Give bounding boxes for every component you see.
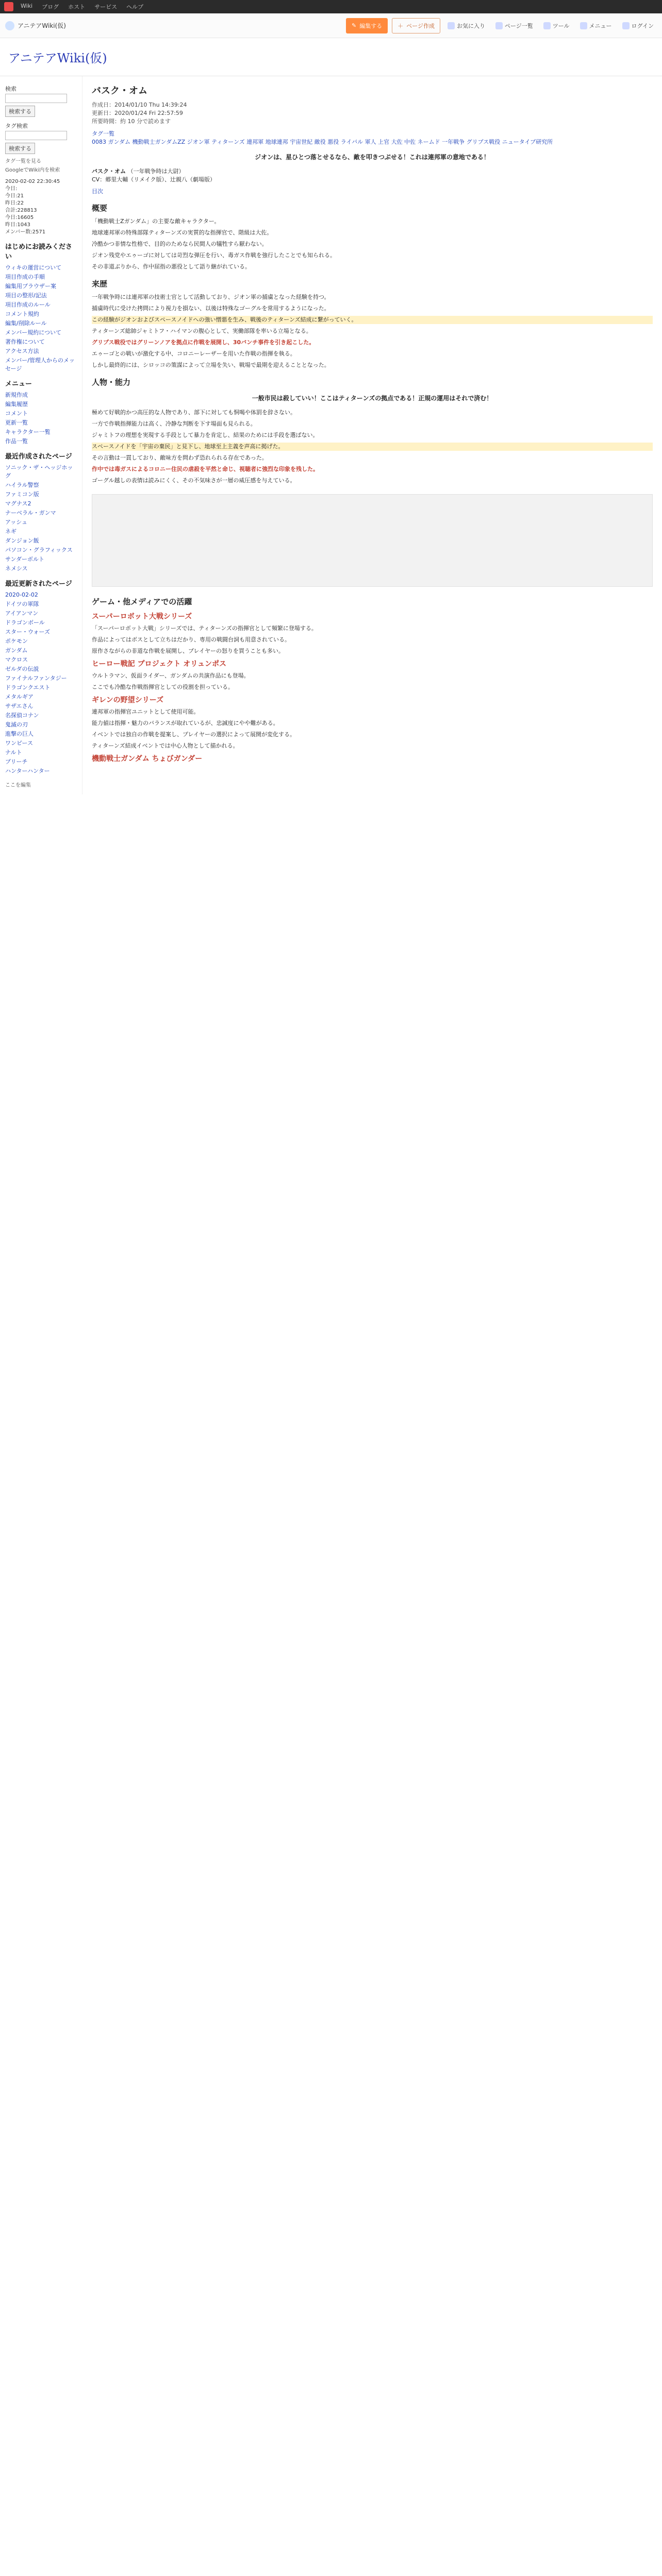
site-switch[interactable] (5, 21, 66, 30)
wrench-icon (543, 22, 551, 29)
paragraph: 一方で作戦指揮能力は高く、冷静な判断を下す場面も見られる。 (92, 420, 256, 427)
search-input[interactable] (5, 94, 67, 103)
sidebar-link[interactable]: ハンターハンター (5, 768, 50, 774)
tools-button[interactable] (540, 22, 573, 30)
sidebar-link[interactable]: アイアンマン (5, 610, 39, 617)
ad-slot[interactable] (92, 494, 653, 587)
sidebar-link[interactable]: ドラゴンクエスト (5, 684, 51, 691)
sidebar-link[interactable]: サンダーボルト (5, 556, 45, 563)
toc-link[interactable]: 目次 (92, 188, 103, 195)
sidebar-link[interactable]: ファイナルファンタジー (5, 675, 67, 682)
service-logo-icon[interactable] (4, 2, 13, 11)
sidebar-link[interactable]: 作品一覧 (5, 438, 28, 445)
tab-help[interactable]: ヘルプ (126, 4, 144, 10)
sidebar-link[interactable]: ウィキの運営について (5, 264, 62, 271)
create-page-label: ページ作成 (406, 22, 435, 29)
page-title: バスク・オム (92, 86, 147, 96)
paragraph: 連邦軍の指揮官ユニットとして使用可能。 (92, 708, 200, 715)
paragraph: 能力値は指揮・魅力のバランスが取れているが、忠誠度にやや難がある。 (92, 720, 279, 726)
paragraph: 地球連邦軍の特殊部隊ティターンズの実質的な指揮官で、階級は大佐。 (92, 229, 273, 236)
paragraph: グリプス戦役ではグリーンノアを拠点に作戦を展開し、30バンチ事件を引き起こした。 (92, 339, 315, 346)
tab-wiki[interactable]: Wiki (21, 3, 33, 9)
top-navbar (0, 0, 662, 13)
profile (92, 167, 653, 184)
menu-label: メニュー (589, 22, 612, 29)
sidebar-section-list (5, 264, 77, 373)
sidebar-link[interactable]: パソコン・グラフィックス (5, 547, 73, 553)
sidebar-section-title: 最近作成されたページ (5, 453, 72, 461)
sidebar-link[interactable]: コメント (5, 410, 28, 417)
read-time: 所要時間：約 10 分で読めます (92, 118, 171, 125)
search-button[interactable]: 検索する (5, 106, 35, 117)
paragraph: ジャミトフの理想を実現する手段として暴力を肯定し、結果のためには手段を選ばない。 (92, 432, 319, 438)
page-layout (0, 76, 662, 794)
sidebar-link[interactable]: ブリーチ (5, 758, 28, 765)
paragraph: ティターンズ結成イベントでは中心人物として描かれる。 (92, 742, 239, 749)
stats-line: 昨日:22 (5, 200, 24, 206)
sidebar-link[interactable]: メンバー規約について (5, 329, 62, 336)
paragraph: 作品によってはボスとして立ちはだかり、専用の戦闘台詞も用意されている。 (92, 636, 290, 643)
history-heading: 来歴 (92, 279, 108, 289)
paragraph: エゥーゴとの戦いが激化する中、コロニーレーザーを用いた作戦の指揮を執る。 (92, 350, 296, 357)
edit-button[interactable] (346, 18, 388, 33)
sidebar-link[interactable]: 新規作成 (5, 392, 28, 398)
edit-label: 編集する (359, 22, 383, 29)
tag-search-button[interactable]: 検索する (5, 143, 35, 154)
paragraph: 捕虜時代に受けた拷問により視力を損ない、以後は特殊なゴーグルを常用するようになった。 (92, 305, 330, 312)
sidebar-link[interactable]: 項目の整形/記法 (5, 292, 47, 299)
top-tabs (18, 2, 146, 12)
sidebar-link[interactable]: メタルギア (5, 693, 34, 700)
character-quote: 一般市民は殺していい！ここはティターンズの拠点である！正規の運用はそれで済む！ (252, 395, 493, 402)
sidebar-link[interactable]: ポケモン (5, 638, 28, 645)
stats-block (5, 178, 77, 236)
sidebar-link[interactable]: マクロス (5, 656, 28, 663)
paragraph: 「機動戦士Zガンダム」の主要な敵キャラクター。 (92, 218, 220, 225)
sidebar-link[interactable]: ダンジョン飯 (5, 537, 39, 544)
sidebar (0, 76, 82, 794)
tags-label: タグ一覧 (92, 130, 114, 137)
user-icon (622, 22, 630, 29)
sidebar-link[interactable]: ドラゴンボール (5, 619, 45, 626)
sidebar-link[interactable]: ワンピース (5, 740, 34, 747)
paragraph: その言動は一貫しており、敵味方を問わず恐れられる存在であった。 (92, 454, 268, 461)
sidebar-link[interactable]: キャラクター一覧 (5, 429, 51, 435)
overview-section (92, 202, 653, 271)
paragraph: この経験がジオンおよびスペースノイドへの強い憎悪を生み、戦後のティターンズ結成に繋がっていく。 (92, 316, 653, 324)
stats-line: 合計:228813 (5, 208, 37, 213)
site-icon (5, 21, 14, 30)
quote-banner: ジオンは、星ひとつ落とせるなら、敵を叩きつぶせる！これは連邦軍の意地である！ (255, 154, 490, 161)
paragraph: ここでも冷酷な作戦指揮官としての役割を担っている。 (92, 684, 234, 690)
favorites-label: お気に入り (456, 22, 485, 29)
profile-text: （一年戦争時は大尉） (127, 168, 185, 175)
paragraph: ウルトラマン、仮面ライダー、ガンダムの共演作品にも登場。 (92, 672, 250, 679)
sidebar-link[interactable]: アクセス方法 (5, 348, 39, 354)
google-search-link[interactable]: GoogleでWiki内を検索 (5, 167, 60, 173)
tab-service[interactable]: サービス (94, 4, 118, 10)
games-subheading: ヒーロー戦記 プロジェクト オリュンポス (92, 660, 227, 668)
sidebar-link[interactable]: ファミコン版 (5, 491, 39, 498)
paragraph: ゴーグル越しの表情は読みにくく、その不気味さが一層の威圧感を与えている。 (92, 477, 296, 484)
updated-date: 更新日：2020/01/24 Fri 22:57:59 (92, 110, 183, 116)
sidebar-link[interactable]: 名探偵コナン (5, 712, 39, 719)
games-subheading: スーパーロボット大戦シリーズ (92, 613, 192, 621)
paragraph: 極めて好戦的かつ高圧的な人物であり、部下に対しても恫喝や体罰を辞さない。 (92, 409, 296, 416)
sidebar-link[interactable]: アッシュ (5, 519, 28, 526)
sidebar-date: 2020-02-02 (5, 591, 38, 598)
history-section (92, 278, 653, 369)
sidebar-link[interactable]: ネギ (5, 528, 16, 535)
created-date: 作成日：2014/01/10 Thu 14:39:24 (92, 101, 187, 108)
character-heading: 人物・能力 (92, 378, 131, 387)
sidebar-link[interactable]: 更新一覧 (5, 419, 28, 426)
paragraph: 原作さながらの非道な作戦を展開し、プレイヤーの怒りを買うことも多い。 (92, 648, 285, 654)
stats-line: 2020-02-02 22:30:45 (5, 179, 60, 184)
sidebar-link[interactable]: ハイラル警察 (5, 482, 39, 488)
sidebar-link[interactable]: ゼルダの伝説 (5, 666, 39, 672)
search-label: 検索 (5, 86, 16, 92)
sidebar-link[interactable]: スター・ウォーズ (5, 629, 51, 635)
games-section (92, 596, 653, 764)
character-section (92, 377, 653, 485)
new-page-icon: ＋ (398, 22, 404, 29)
games-subheading: ギレンの野望シリーズ (92, 696, 164, 704)
sidebar-link[interactable]: 編集履歴 (5, 401, 28, 408)
sidebar-link[interactable]: ソニック・ザ・ヘッジホッグ (5, 464, 73, 479)
sidebar-link[interactable]: ナーベラル・ガンマ (5, 510, 56, 516)
sidebar-link[interactable]: ネメシス (5, 565, 28, 572)
menu-icon (580, 22, 587, 29)
overview-heading: 概要 (92, 204, 108, 213)
tools-label: ツール (552, 22, 570, 29)
list-icon (495, 22, 503, 29)
tag-search-input[interactable] (5, 131, 67, 140)
tab-blog[interactable]: ブログ (42, 4, 59, 10)
sidebar-link[interactable]: 編集/削除ルール (5, 320, 47, 327)
stats-line: メンバー数:2571 (5, 229, 46, 235)
sidebar-link[interactable]: 編集用ブラウザー案 (5, 283, 56, 290)
sidebar-section-list (5, 391, 77, 446)
stats-line: 昨日:1043 (5, 222, 30, 228)
main-content (82, 76, 662, 794)
paragraph: ティターンズ総帥ジャミトフ・ハイマンの腹心として、実働部隊を率いる立場となる。 (92, 328, 312, 334)
sidebar-link[interactable]: マグナス2 (5, 500, 31, 507)
sidebar-link[interactable]: コメント規約 (5, 311, 39, 317)
tag-search-label: タグ検索 (5, 123, 28, 129)
edit-sidebar-link[interactable]: ここを編集 (5, 783, 31, 788)
stats-line: 今日:16605 (5, 215, 34, 221)
tag-list-link[interactable]: タグ一覧を見る (5, 159, 41, 164)
sidebar-section-title: メニュー (5, 380, 32, 388)
sidebar-link[interactable]: 著作権について (5, 338, 45, 345)
sidebar-section-title: はじめにお読みください (5, 243, 73, 261)
star-icon (448, 22, 455, 29)
paragraph: しかし最終的には、シロッコの策謀によって立場を失い、戦場で最期を迎えることとなった。 (92, 362, 330, 368)
menu-button[interactable] (577, 22, 615, 30)
login-label: ログイン (631, 22, 654, 29)
sidebar-section-list (5, 464, 77, 573)
sidebar-link[interactable]: ナルト (5, 749, 22, 756)
sidebar-link[interactable]: 鬼滅の刃 (5, 721, 28, 728)
paragraph: イベントでは独自の作戦を提案し、プレイヤーの選択によって展開が変化する。 (92, 731, 296, 738)
sidebar-link[interactable]: 項目作成の手順 (5, 274, 45, 280)
paragraph: ジオン残党やエゥーゴに対しては苛烈な弾圧を行い、毒ガス作戦を強行したことでも知られる。 (92, 252, 336, 259)
tab-host[interactable]: ホスト (68, 4, 86, 10)
sidebar-link[interactable]: ドイツの軍隊 (5, 601, 39, 607)
sidebar-link[interactable]: 項目作成のルール (5, 301, 51, 308)
page-list-label: ページ一覧 (504, 22, 533, 29)
paragraph: 「スーパーロボット大戦」シリーズでは、ティターンズの指揮官として頻繁に登場する。 (92, 625, 317, 632)
page-meta (92, 101, 653, 126)
page-list-button[interactable] (492, 22, 536, 30)
sidebar-link[interactable]: サザエさん (5, 703, 34, 709)
sidebar-section-title: 最近更新されたページ (5, 580, 72, 588)
paragraph: 作中では毒ガスによるコロニー住民の虐殺を平然と命じ、視聴者に強烈な印象を残した。 (92, 466, 319, 472)
site-label: アニテアWiki(仮) (18, 22, 66, 29)
paragraph: その非道ぶりから、作中屈指の悪役として語り継がれている。 (92, 263, 251, 270)
paragraph: 一年戦争時には連邦軍の技術士官として活動しており、ジオン軍の捕虜となった経験を持つ。 (92, 294, 330, 300)
games-subheading: 機動戦士ガンダム ちょびガンダー (92, 755, 203, 763)
stats-line: 今日:21 (5, 193, 24, 199)
favorites-button[interactable] (444, 22, 488, 30)
tag-list[interactable] (92, 130, 653, 146)
site-title[interactable]: アニテアWiki(仮) (8, 51, 107, 65)
sidebar-section-list (5, 591, 77, 775)
create-page-button[interactable] (392, 18, 440, 33)
site-toolbar (0, 13, 662, 38)
edit-icon: ✎ (351, 22, 357, 29)
site-header (0, 38, 662, 76)
paragraph: 冷酷かつ非情な性格で、目的のためなら民間人の犠牲すら厭わない。 (92, 241, 268, 247)
stats-line: 今日: (5, 186, 18, 192)
games-heading: ゲーム・他メディアでの活躍 (92, 597, 192, 606)
paragraph: スペースノイドを「宇宙の棄民」と見下し、地球至上主義を声高に掲げた。 (92, 443, 653, 451)
tags-text[interactable]: 0083 ガンダム 機動戦士ガンダムZZ ジオン軍 ティターンズ 連邦軍 地球連邦 宇宙世紀 敵役 悪役 ライバル 軍人 上官 大佐 中佐 ネームド 一年戦争 グリプス戦役 ニュータイプ研究所 (92, 139, 553, 145)
sidebar-link[interactable]: ガンダム (5, 647, 28, 654)
profile-name: バスク・オム (92, 168, 126, 175)
sidebar-link[interactable]: 進撃の巨人 (5, 731, 34, 737)
profile-cv: CV：郷里大輔（リメイク版）、辻親八（劇場版） (92, 176, 216, 183)
sidebar-link[interactable]: メンバー/管理人からのメッセージ (5, 357, 75, 372)
login-button[interactable] (619, 22, 657, 30)
